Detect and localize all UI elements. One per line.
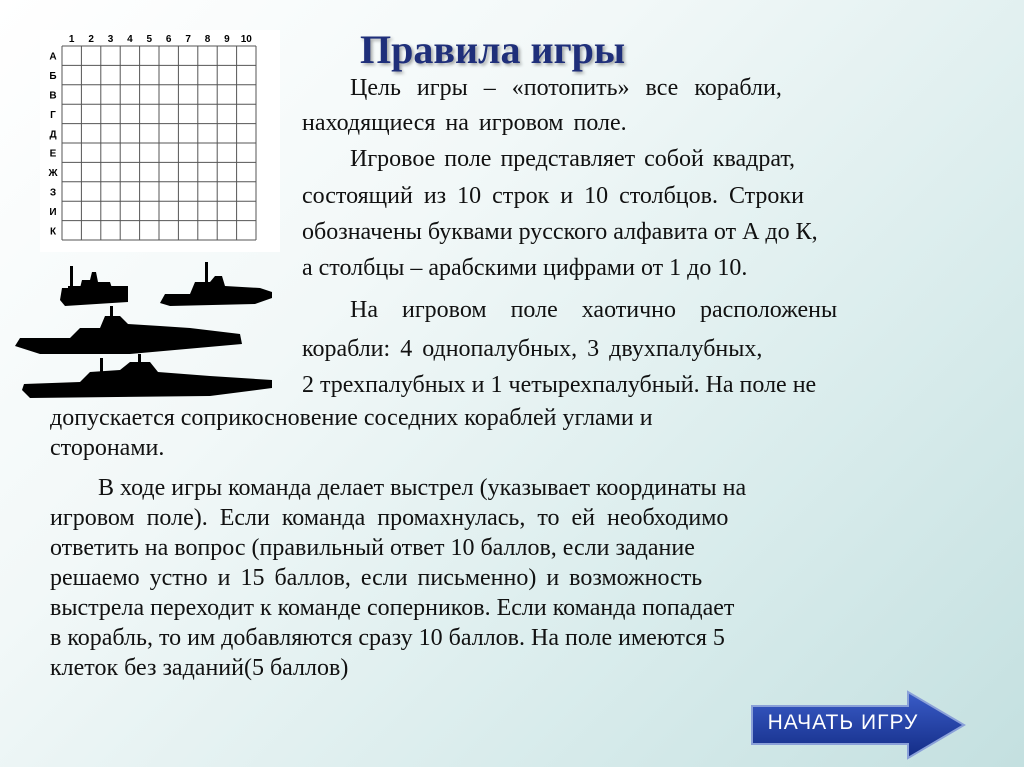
text-line-2: находящиеся на игровом поле. [302,110,627,136]
start-game-label: НАЧАТЬ ИГРУ [767,711,919,734]
grid-column-label: 8 [204,34,211,45]
game-grid [40,30,280,257]
text-line-16: выстрела переходит к команде соперников. Если команда попадает [50,595,735,621]
grid-column-label: 6 [165,34,172,45]
text-line-8: корабли: 4 однопалубных, 3 двухпалубных, [302,336,763,362]
grid-row-label: Ж [48,168,58,180]
text-line-5: обозначены буквами русского алфавита от А до К, [302,219,818,245]
grid-column-label: 10 [240,34,252,45]
text-line-1: Цель игры – «потопить» все корабли, [350,75,782,101]
grid-column-label: 3 [107,34,114,45]
text-line-12: В ходе игры команда делает выстрел (указывает координаты на [98,475,747,501]
text-line-7: На игровом поле хаотично расположены [350,297,838,323]
text-line-6: а столбцы – арабскими цифрами от 1 до 10. [302,255,748,281]
text-line-4: состоящий из 10 строк и 10 столбцов. Строки [302,183,804,209]
text-line-15: решаемо устно и 15 баллов, если письменно) и возможность [50,565,703,591]
text-line-11: сторонами. [50,435,165,461]
grid-row-label: З [49,187,57,199]
grid-background [40,30,280,252]
text-line-18: клеток без заданий(5 баллов) [50,655,349,681]
ship-silhouette-1 [60,266,128,306]
grid-column-label: 2 [88,34,94,45]
grid-row-label: Б [49,71,57,83]
text-line-3: Игровое поле представляет собой квадрат, [350,146,796,172]
grid-column-label: 1 [68,34,75,45]
grid-row-label: К [49,226,57,238]
page-title: Правила игры [360,27,626,72]
grid-column-label: 7 [185,34,191,45]
grid-column-label: 9 [224,34,230,45]
ship-silhouette-3 [15,306,242,354]
ship-silhouette-4 [22,354,272,398]
grid-row-label: И [49,206,57,218]
text-line-14: ответить на вопрос (правильный ответ 10 баллов, если задание [50,535,695,561]
text-line-17: в корабль, то им добавляются сразу 10 баллов. На поле имеются 5 [50,625,725,651]
text-line-10: допускается соприкосновение соседних кораблей углами и [50,405,653,431]
grid-row-label: В [49,90,57,102]
ship-silhouette-2 [160,262,272,306]
grid-row-label: А [49,51,57,63]
grid-column-label: 5 [146,34,153,45]
game-grid-svg [40,30,280,252]
grid-row-label: Д [49,129,57,141]
grid-row-label: Г [50,109,56,121]
ships-illustration [10,258,280,408]
grid-column-label: 4 [127,34,133,45]
start-game-button[interactable] [748,690,970,760]
text-line-13: игровом поле). Если команда промахнулась, то ей необходимо [50,505,729,531]
grid-row-label: Е [49,148,57,160]
text-line-9: 2 трехпалубных и 1 четырехпалубный. На поле не [302,372,817,398]
